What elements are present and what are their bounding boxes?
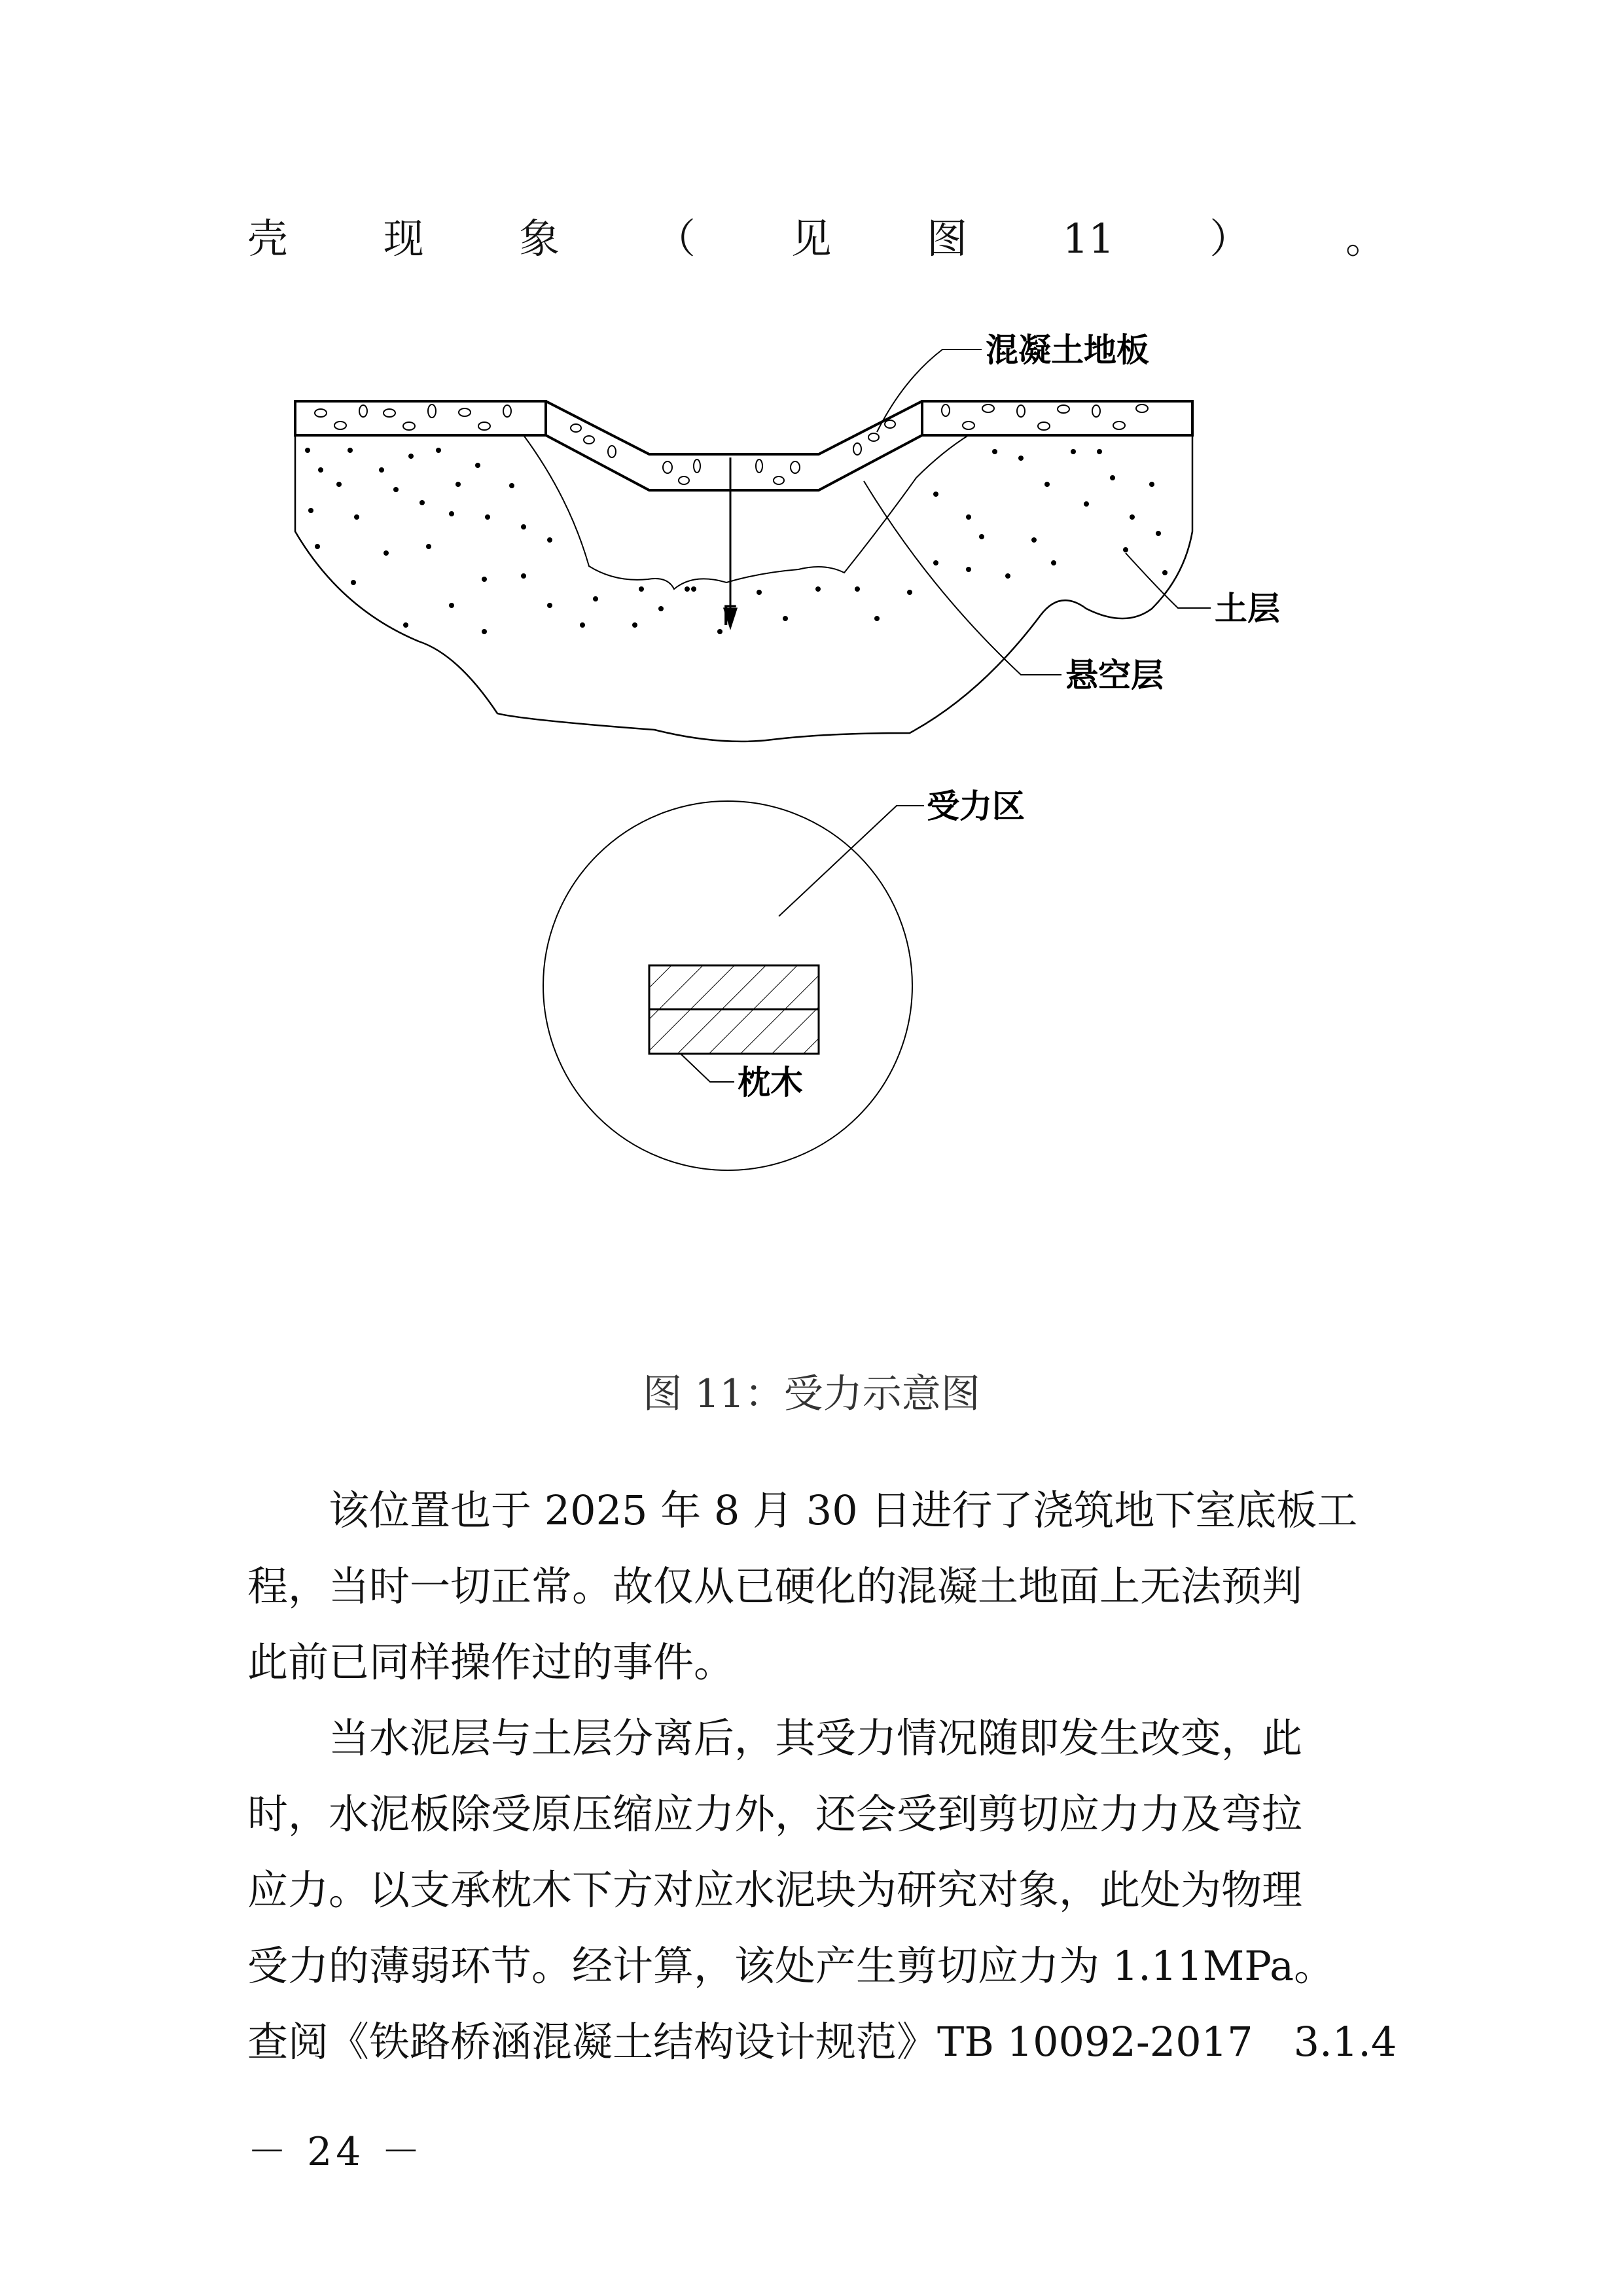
concrete-floor-label: 混凝土地板 [986,331,1149,369]
soil-layer-label: 土层 [1215,590,1280,628]
figure-caption: 图 11：受力示意图 [643,1371,980,1417]
concrete-floor-slab [295,401,1192,490]
char: 11 [1062,215,1115,262]
paragraph-2-line-2: 时，水泥板除受原压缩应力外，还会受到剪切应力力及弯拉 [247,1790,1303,1838]
soil-layer [295,435,1192,742]
paragraph-2-line-1: 当水泥层与土层分离后，其受力情况随即发生改变，此 [329,1714,1303,1762]
char: 现 [383,215,424,262]
char: 壳 [247,215,289,262]
char: 图 [927,215,968,262]
leader-lines-upper [864,350,1211,675]
force-label: F [722,600,738,632]
paragraph-2-line-3: 应力。以支承枕木下方对应水泥块为研究对象，此处为物理 [247,1866,1303,1914]
char: 。 [1345,215,1386,262]
char: （ [654,215,696,262]
paragraph-2-line-5: 查阅《铁路桥涵混凝土结构设计规范》TB 10092-2017 3.1.4 [247,2018,1397,2066]
paragraph-1-line-2: 程，当时一切正常。故仅从已硬化的混凝土地面上无法预判 [247,1562,1303,1610]
void-layer-label: 悬空层 [1065,656,1164,694]
paragraph-1-line-3: 此前已同样操作过的事件。 [247,1638,735,1686]
page-number: － 24 － [247,2129,425,2175]
sleeper-block [649,965,819,1054]
sleeper-label: 枕木 [738,1064,803,1102]
char: 见 [791,215,832,262]
char: 象 [519,215,560,262]
paragraph-1-line-1: 该位置也于 2025 年 8 月 30 日进行了浇筑地下室底板工 [329,1486,1358,1534]
paragraph-2-line-4: 受力的薄弱环节。经计算，该处产生剪切应力为 1.11MPa。 [247,1942,1335,1990]
stress-zone-label: 受力区 [927,787,1025,825]
char: ） [1209,215,1251,262]
